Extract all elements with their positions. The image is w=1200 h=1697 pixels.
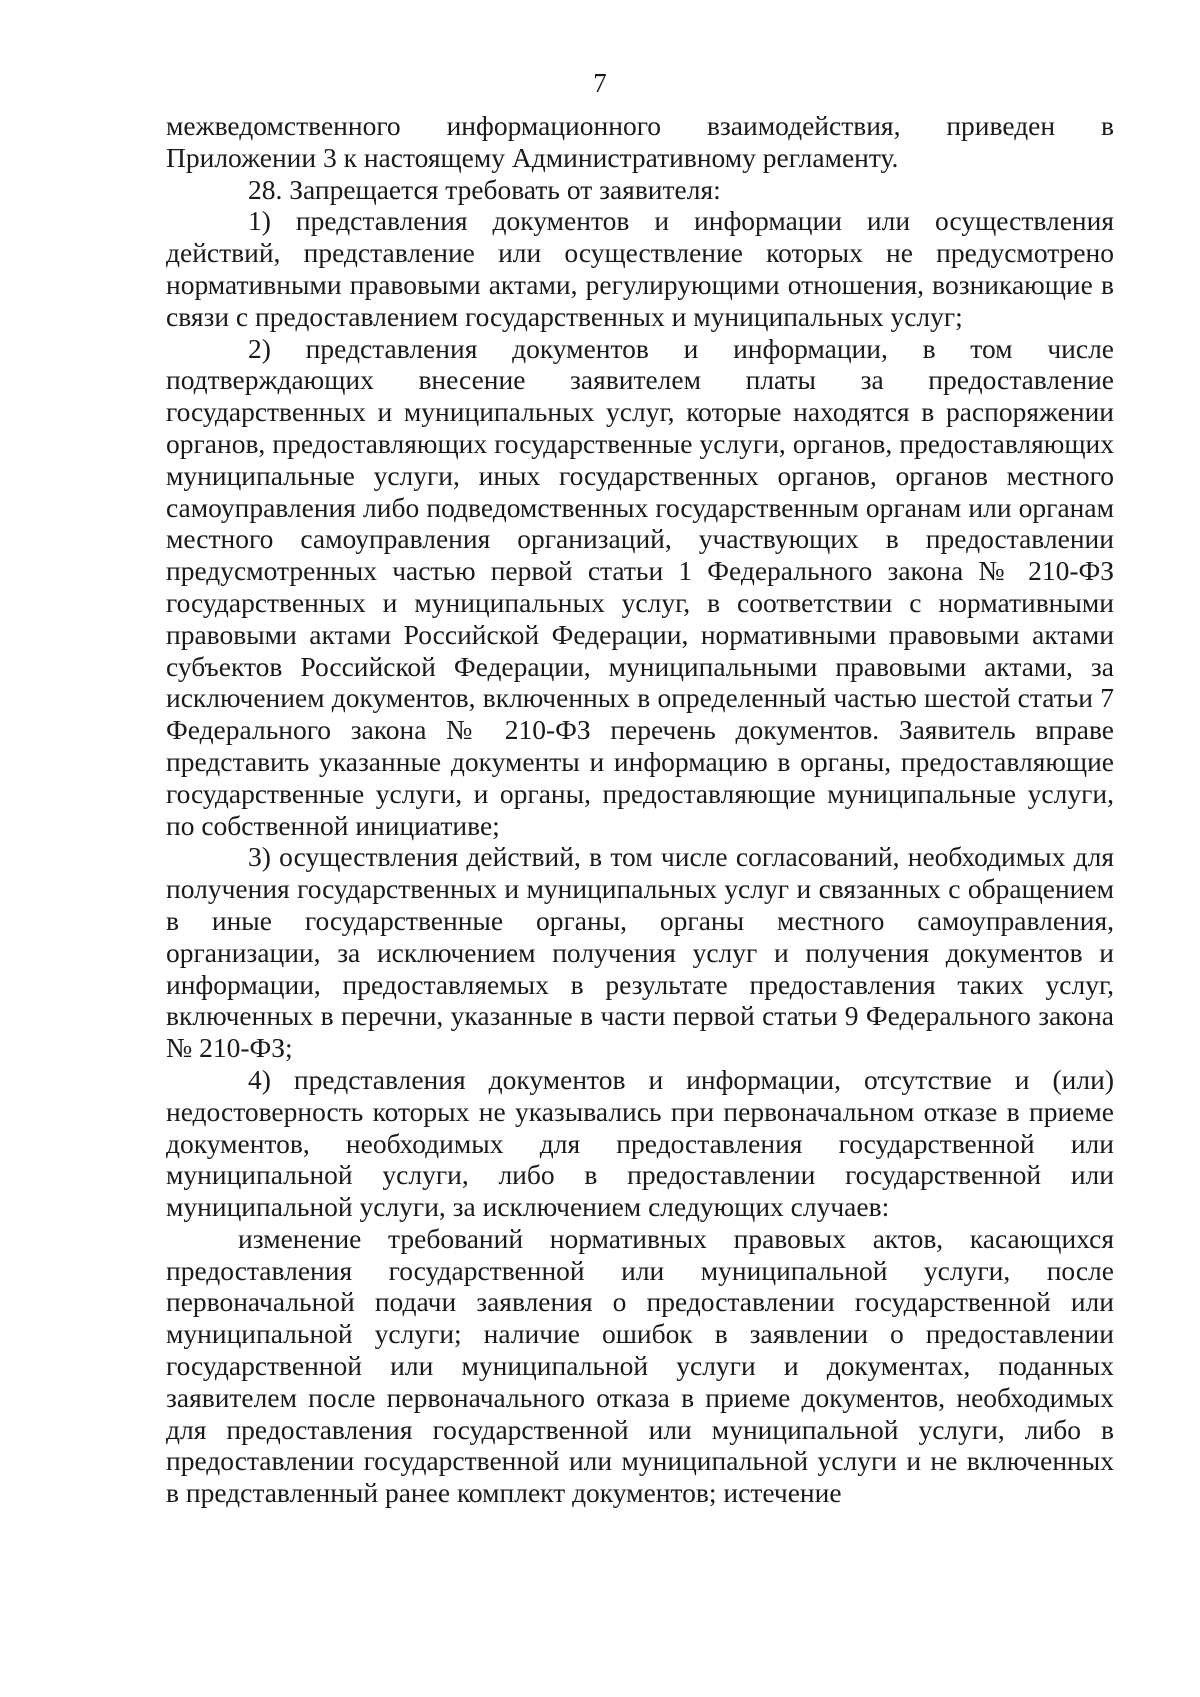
paragraph-subitem-3: 3) осуществления действий, в том числе согласований, необходимых для получения государственных и муниципальных услуг и связанных с обращением в иные государственные органы, органы местного самоуправления, организации, за исключением получения услуг и получения документов и информации, предоставляемых в результате предоставления таких услуг, включенных в перечни, указанные в части первой статьи 9 Федерального закона № 210-ФЗ; [166,841,1114,1064]
document-body [166,110,1114,1509]
paragraph-item-28: 28. Запрещается требовать от заявителя: [248,173,721,205]
paragraph-subitem-4: 4) представления документов и информации, отсутствие и (или) недостоверность которых не указывались при первоначальном отказе в приеме документов, необходимых для предоставления государственной или муниципальной услуги, либо в предоставлении государственной или муниципальной услуги, за исключением следующих случаев: [166,1063,1114,1223]
paragraph-subitem-2: 2) представления документов и информации, в том числе подтверждающих внесение заявителем платы за предоставление государственных и муниципальных услуг, которые находятся в распоряжении органов, предоставляющих государственные услуги, органов, предоставляющих муниципальные услуги, иных государственных органов, органов местного самоуправления либо подведомственных государственным органам или органам местного самоуправления организаций, участвующих в предоставлении предусмотренных частью первой статьи 1 Федерального закона № 210-ФЗ государственных и муниципальных услуг, в соответствии с нормативными правовыми актами Российской Федерации, нормативными правовыми актами субъектов Российской Федерации, муниципальными правовыми актами, за исключением документов, включенных в определенный частью шестой статьи 7 Федерального закона № 210-ФЗ перечень документов. Заявитель вправе представить указанные документы и информацию в органы, предоставляющие государственные услуги, и органы, предоставляющие муниципальные услуги, по собственной инициативе; [166,332,1114,841]
paragraph-exceptions: изменение требований нормативных правовых актов, касающихся предоставления государственной или муниципальной услуги, после первоначальной подачи заявления о предоставлении государственной или муниципальной услуги; наличие ошибок в заявлении о предоставлении государственной или муниципальной услуги и документах, поданных заявителем после первоначального отказа в приеме документов, необходимых для предоставления государственной или муниципальной услуги, либо в предоставлении государственной или муниципальной услуги и не включенных в представленный ранее комплект документов; истечение [166,1222,1114,1509]
paragraph-subitem-1: 1) представления документов и информации или осуществления действий, представление или осуществление которых не предусмотрено нормативными правовыми актами, регулирующими отношения, возникающие в связи с предоставлением государственных и муниципальных услуг; [166,205,1114,332]
paragraph-continuation: межведомственного информационного взаимодействия, приведен в Приложении 3 к настоящему Административному регламенту. [166,110,1114,173]
page-number: 7 [593,68,607,98]
